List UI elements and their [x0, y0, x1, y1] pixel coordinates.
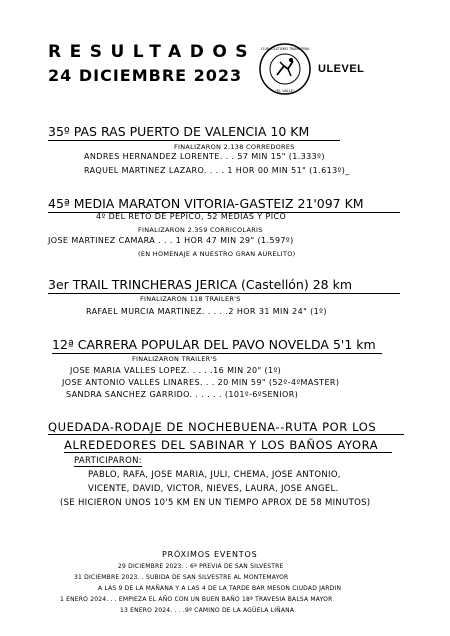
race1-finishers: FINALIZARON 2.138 CORREDORES: [174, 143, 295, 151]
participants-line-1: PABLO, RAFA, JOSE MARIA, JULI, CHEMA, JOSE ANTONIO,: [88, 470, 341, 480]
page-title: RESULTADOS: [48, 42, 257, 62]
race2-note: (EN HOMENAJE A NUESTRO GRAN AURELITO): [138, 250, 296, 258]
race1-result-1: ANDRES HERNANDEZ LORENTE. . . 57 MIN 15" (1.333º): [84, 152, 325, 161]
race2-heading: 45ª MEDIA MARATON VITORIA-GASTEIZ 21'097 KM: [48, 196, 400, 213]
race4-result-1: JOSE MARIA VALLES LOPEZ. . . . .16 MIN 20" (1º): [70, 366, 282, 375]
race1-result-2: RAQUEL MARTINEZ LAZARO. . . . 1 HOR 00 MIN 51" (1.613º)_: [84, 166, 350, 175]
race3-result-1: RAFAEL MURCIA MARTINEZ. . . . .2 HOR 31 MIN 24" (1º): [86, 307, 327, 316]
svg-text:"EL VALLE": "EL VALLE": [275, 89, 295, 93]
svg-text:CLUB ATLETISMO TRANSIERRA: CLUB ATLETISMO TRANSIERRA: [260, 47, 310, 51]
event-item-5: 13 ENERO 2024. . . .9º CAMINO DE LA AGÜELA LIÑANA: [120, 607, 295, 614]
race4-finishers: FINALIZARON TRAILER'S: [132, 355, 218, 363]
participants-line-2: VICENTE, DAVID, VICTOR, NIEVES, LAURA, JOSE ANGEL.: [88, 484, 339, 494]
event-item-1: 29 DICIEMBRE 2023. . 6ª PREVIA DE SAN SILVESTRE: [118, 563, 284, 570]
runner-logo-icon: [258, 42, 312, 96]
quedada-note: (SE HICIERON UNOS 10'5 KM EN UN TIEMPO APROX DE 58 MINUTOS): [60, 498, 371, 508]
race2-finishers: FINALIZARON 2.359 CORRICOLARIS: [138, 226, 263, 234]
race2-result-1: JOSE MARTINEZ CAMARA . . . 1 HOR 47 MIN 29" (1.597º): [48, 236, 294, 245]
page-date: 24 DICIEMBRE 2023: [48, 66, 243, 85]
brand-logo: ULEVEL: [318, 63, 365, 75]
event-item-4: 1 ENERO 2024. . . EMPIEZA EL AÑO CON UN BUEN BAÑO 18ª TRAVESIA BALSA MAYOR: [60, 596, 333, 603]
race2-subheading: 4º DEL RETO DE PEPICO, 52 MEDIAS Y PICO: [96, 212, 287, 221]
events-heading: PRÓXIMOS EVENTOS: [162, 550, 258, 559]
race3-heading: 3er TRAIL TRINCHERAS JERICA (Castellón) 28 km: [48, 277, 400, 294]
quedada-heading-line2: ALREDEDORES DEL SABINAR Y LOS BAÑOS AYORA: [64, 438, 392, 453]
event-item-2: 31 DICIEMBRE 2023. . SUBIDA DE SAN SILVESTRE AL MONTEMAYOR: [74, 574, 289, 581]
race4-result-2: JOSE ANTONIO VALLES LINARES. . . 20 MIN 59" (52º-4ºMASTER): [62, 378, 340, 387]
race4-heading: 12ª CARRERA POPULAR DEL PAVO NOVELDA 5'1 km: [52, 337, 382, 354]
race4-result-3: SANDRA SANCHEZ GARRIDO. . . . . . (101º-6ºSENIOR): [66, 390, 299, 399]
event-item-3: A LAS 9 DE LA MAÑANA Y A LAS 4 DE LA TARDE BAR MESON CIUDAD JARDIN: [98, 585, 342, 592]
quedada-heading-line1: QUEDADA-RODAJE DE NOCHEBUENA--RUTA POR LOS: [48, 420, 404, 435]
participants-label: PARTICIPARON:: [74, 456, 142, 466]
race1-heading: 35º PAS RAS PUERTO DE VALENCIA 10 KM: [48, 124, 340, 141]
race3-finishers: FINALIZARON 118 TRAILER'S: [140, 295, 241, 303]
club-logo: [258, 42, 312, 96]
